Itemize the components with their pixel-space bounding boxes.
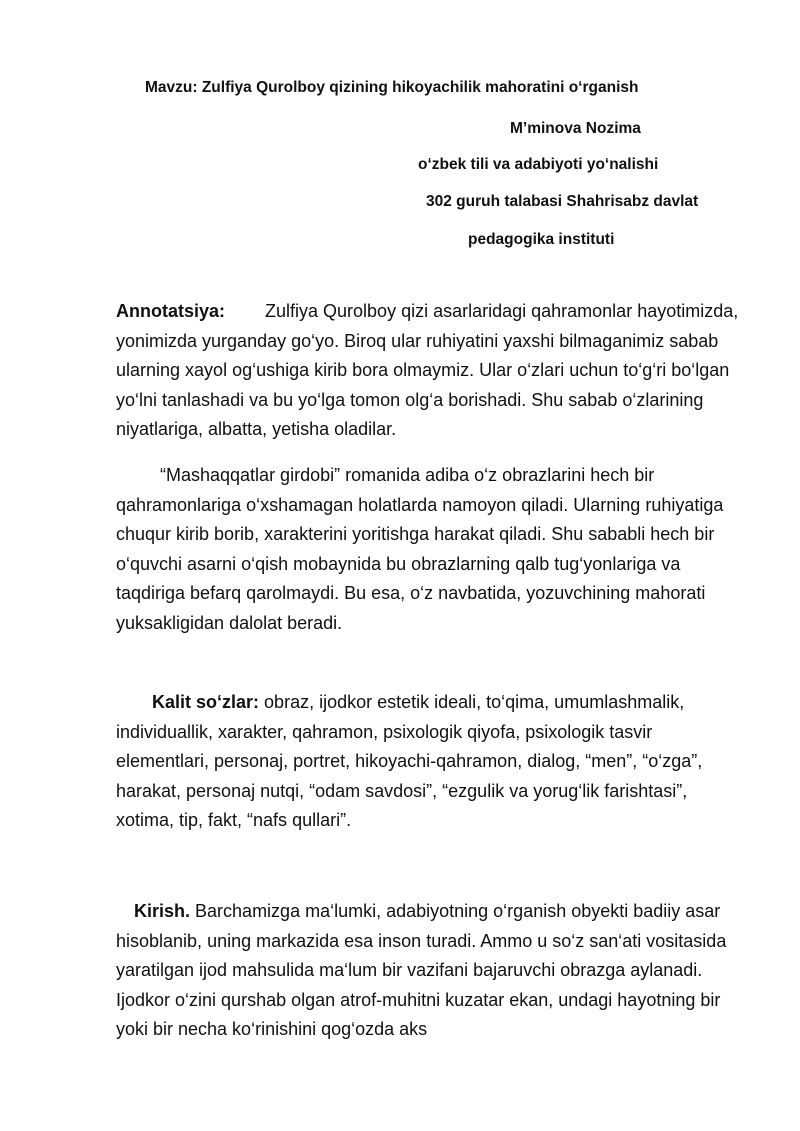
keywords-label: Kalit so‘zlar: [152,692,260,712]
topic-heading: Mavzu: Zulfiya Qurolboy qizining hikoyachilik mahoratini o‘rganish [145,79,639,96]
keywords-paragraph [116,688,740,836]
author-group: 302 guruh talabasi Shahrisabz davlat [426,193,699,210]
annotation-label: Annotatsiya: [116,301,226,321]
keywords-text: obraz, ijodkor estetik ideali, to‘qima, umumlashmalik, individuallik, xarakter, qahramon, psixologik qiyofa, psixologik tasvir elementlari, personaj, portret, hikoyachi-qahramon, dialog, “men”, “o‘zga”, harakat, personaj nutqi, “odam savdosi”, “ezgulik va yorug‘lik farishtasi”, xotima, tip, fakt, “nafs qullari”. [116,692,703,831]
novel-paragraph: “Mashaqqatlar girdobi” romanida adiba o‘z obrazlarini hech bir qahramonlariga o‘xshamagan holatlarda namoyon qiladi. Ularning ruhiyatiga chuqur kirib borib, xarakterini yoritishga harakat qiladi. Shu sababli hech bir o‘quvchi asarni o‘qish mobaynida bu obrazlarning qalb tug‘yonlariga va taqdiriga befarq qarolmaydi. Bu esa, o‘z navbatida, yozuvchining mahorati yuksakligidan dalolat beradi. [116,465,724,633]
annotation-text: Zulfiya Qurolboy qizi asarlaridagi qahramonlar hayotimizda, yonimizda yurganday go‘yo. Biroq ular ruhiyatini yaxshi bilmaganimiz sabab ularning xayol og‘ushiga kirib bora olmaymiz. Ular o‘zlari uchun to‘g‘ri bo‘lgan yo‘lni tanlashadi va bu yo‘lga tomon olg‘a borishadi. Shu sabab o‘zlarining niyatlariga, albatta, yetisha oladilar. [116,301,739,440]
annotation-paragraph [116,297,740,445]
author-field: o‘zbek tili va adabiyoti yo‘nalishi [418,156,659,173]
intro-paragraph [116,897,740,1045]
author-institute: pedagogika instituti [468,231,615,248]
intro-label: Kirish. [134,901,191,921]
intro-text: Barchamizga ma‘lumki, adabiyotning o‘rganish obyekti badiiy asar hisoblanib, uning markazida esa inson turadi. Ammo u so‘z san‘ati vositasida yaratilgan ijod mahsulida ma‘lum bir vazifani bajaruvchi obrazga aylanadi. Ijodkor o‘zini qurshab olgan atrof-muhitni kuzatar ekan, undagi hayotning bir yoki bir necha ko‘rinishini qog‘ozda aks [116,901,727,1040]
author-name: M’minova Nozima [510,120,641,137]
